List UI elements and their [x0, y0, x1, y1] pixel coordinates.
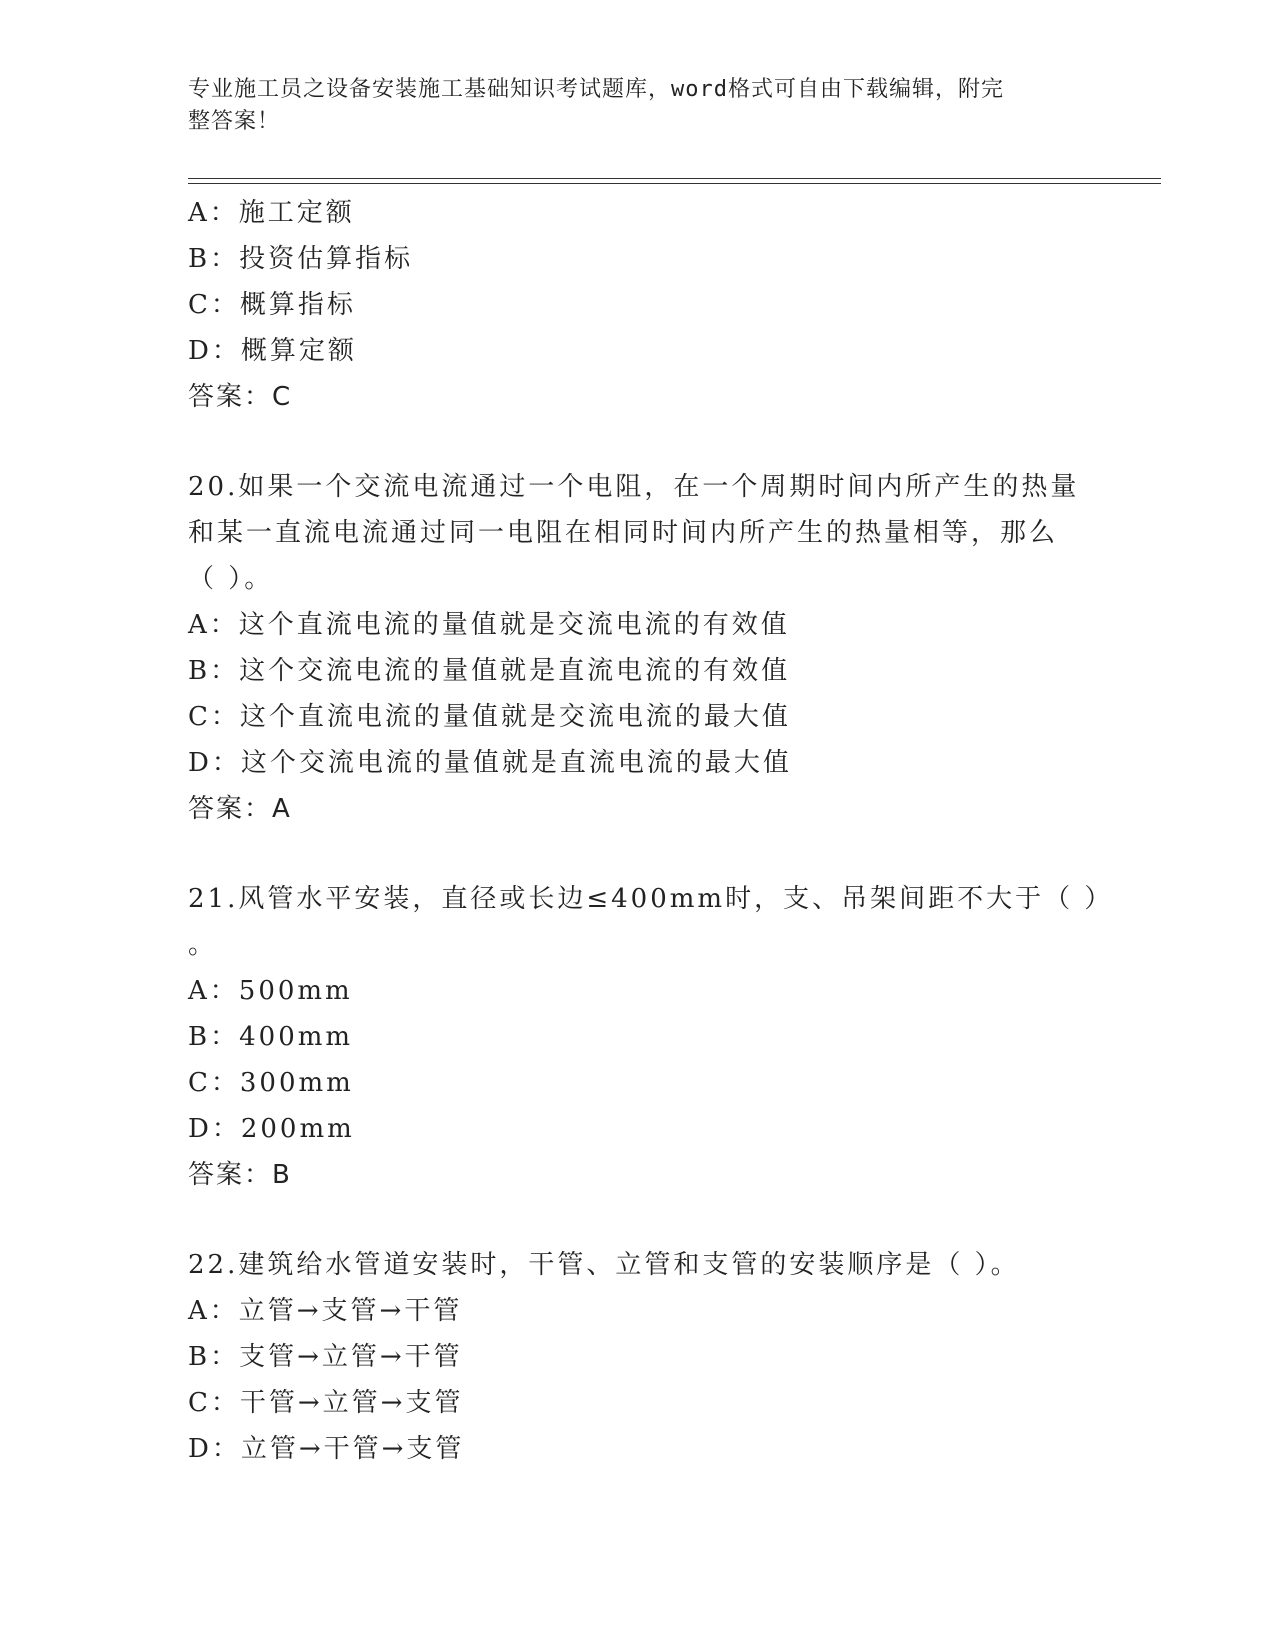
option-d: D：这个交流电流的量值就是直流电流的最大值 — [188, 748, 792, 778]
answer-line: 答案：A — [188, 794, 292, 824]
question-19 — [188, 190, 1148, 420]
spacer — [188, 1198, 1148, 1242]
option-a: A：这个直流电流的量值就是交流电流的有效值 — [188, 610, 790, 640]
answer-line: 答案：B — [188, 1160, 292, 1190]
question-22 — [188, 1242, 1148, 1472]
question-text-line-2: 。 — [188, 930, 218, 960]
option-d: D：200mm — [188, 1114, 355, 1144]
option-c: C：概算指标 — [188, 290, 356, 320]
option-c: C：干管→立管→支管 — [188, 1388, 464, 1418]
header-divider-top — [188, 178, 1161, 179]
question-text-line-1: 20.如果一个交流电流通过一个电阻，在一个周期时间内所产生的热量 — [188, 472, 1080, 502]
option-b: B：400mm — [188, 1022, 354, 1052]
spacer — [188, 420, 1148, 464]
option-c: C：这个直流电流的量值就是交流电流的最大值 — [188, 702, 791, 732]
document-header — [188, 74, 1088, 138]
question-text-line-1: 21.风管水平安装，直径或长边≤400mm时，支、吊架间距不大于（ ） — [188, 884, 1114, 914]
option-d: D：立管→干管→支管 — [188, 1434, 465, 1464]
option-a: A：施工定额 — [188, 198, 355, 228]
question-text-line-3: （ ）。 — [188, 564, 274, 594]
option-b: B：支管→立管→干管 — [188, 1342, 463, 1372]
option-a: A：500mm — [188, 976, 353, 1006]
question-list — [188, 190, 1148, 1472]
option-a: A：立管→支管→干管 — [188, 1296, 463, 1326]
spacer — [188, 832, 1148, 876]
option-c: C：300mm — [188, 1068, 354, 1098]
question-text-line-2: 和某一直流电流通过同一电阻在相同时间内所产生的热量相等，那么 — [188, 518, 1059, 548]
header-line-1: 专业施工员之设备安装施工基础知识考试题库，word格式可自由下载编辑，附完 — [188, 77, 1004, 102]
question-text-line-1: 22.建筑给水管道安装时，干管、立管和支管的安装顺序是（ ）。 — [188, 1250, 1020, 1280]
option-b: B：这个交流电流的量值就是直流电流的有效值 — [188, 656, 791, 686]
answer-line: 答案：C — [188, 382, 293, 412]
option-b: B：投资估算指标 — [188, 244, 414, 274]
question-20 — [188, 464, 1148, 832]
header-divider-bottom — [188, 183, 1161, 184]
header-line-2: 整答案！ — [188, 109, 281, 134]
question-21 — [188, 876, 1148, 1198]
option-d: D：概算定额 — [188, 336, 357, 366]
